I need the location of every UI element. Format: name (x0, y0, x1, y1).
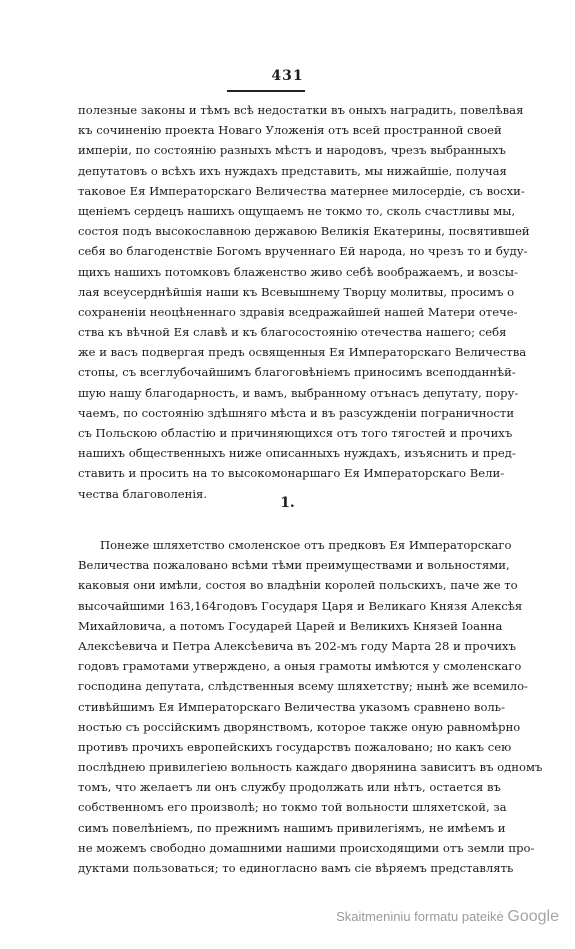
text-line: ства къ вѣчной Ея славѣ и къ благосостоянію отечества нашего; себя (78, 325, 507, 340)
text-line: Понеже шляхетство смоленское отъ предковъ Ея Императорскаго (100, 538, 512, 552)
google-logo-text: Google (507, 908, 559, 925)
text-line: стопы, съ всеглубочайшимъ благоговѣніемъ приносимъ всеподданнѣй- (78, 365, 516, 380)
text-line: состоя подъ высокославною державою Великія Екатерины, посвятившей (78, 224, 530, 239)
text-line: дуктами пользоваться; то единогласно вамъ сіе вѣряемъ представлять (78, 861, 514, 875)
text-line: томъ, что желаетъ ли онъ службу продолжать или нѣтъ, остается въ (78, 780, 501, 795)
text-line: лая всеусерднѣйшія наши къ Всевышнему Творцу молитвы, просимъ о (78, 284, 515, 299)
text-line: сохраненіи неоцѣненнаго здравія вседражайшей нашей Матери отече- (78, 304, 518, 319)
text-line: себя во благоденствіе Богомъ врученнаго Ей народа, но чрезъ то и буду- (78, 244, 528, 259)
text-line: Алексѣевича и Петра Алексѣевича въ 202-мъ году Марта 28 и прочихъ (78, 638, 516, 653)
text-line: имперіи, по состоянію разныхъ мѣстъ и народовъ, чрезъ выбранныхъ (78, 143, 506, 158)
paragraph-intro (78, 100, 530, 504)
section-number: 1. (280, 495, 295, 511)
text-line: къ сочиненію проекта Новаго Уложенія отъ всей пространной своей (78, 123, 502, 138)
page-number: 431 (271, 68, 304, 84)
text-line: чаемъ, по состоянію здѣшняго мѣста и въ разсужденіи пограничности (78, 405, 515, 420)
text-line: шую нашу благодарность, и вамъ, выбранному отънасъ депутату, пору- (78, 385, 519, 400)
text-line: депутатовъ о всѣхъ ихъ нуждахъ представить, мы нижайшіе, получая (78, 163, 507, 178)
text-line: стивѣйшимъ Ея Императорскаго Величества указомъ сравнено воль- (78, 699, 506, 714)
text-line: таковое Ея Императорскаго Величества матернее милосердіе, съ восхи- (78, 183, 525, 198)
text-line: послѣднею привилегіею вольность каждаго дворянина зависитъ въ одномъ (78, 760, 543, 775)
text-line: годовъ грамотами утверждено, а оныя грамоты имѣются у смоленскаго (78, 659, 522, 674)
text-line: господина депутата, слѣдственныя всему шляхетству; нынѣ же всемило- (78, 679, 528, 694)
paragraph-section-1 (78, 535, 543, 878)
text-line: ностью съ россійскимъ дворянствомъ, которое также оную равномѣрно (78, 719, 521, 734)
text-line: съ Польскою областію и причиняющихся отъ того тягостей и прочихъ (78, 426, 513, 440)
text-line: полезные законы и тѣмъ всѣ недостатки въ оныхъ наградить, повелѣвая (78, 103, 524, 117)
text-line: высочайшими 163,164годовъ Государя Царя и Великаго Князя Алексѣя (78, 598, 523, 613)
text-line: же и васъ подвергая предъ освященныя Ея Императорскаго Величества (78, 345, 527, 360)
watermark-text: Skaitmeniniu formatu pateikė (336, 909, 504, 924)
text-line: щихъ нашихъ потомковъ блаженство живо себѣ воображаемъ, и возсы- (78, 264, 518, 279)
text-line: противъ прочихъ европейскихъ государствъ пожаловано; но какъ сею (78, 739, 512, 754)
text-line: каковыя они имѣли, состоя во владѣніи королей польскихъ, паче же то (78, 578, 518, 593)
text-line: собственномъ его произволѣ; но токмо той вольности шляхетской, за (78, 800, 507, 815)
header-rule (227, 90, 305, 92)
text-line: не можемъ свободно домашними нашими происходящими отъ земли про- (78, 840, 535, 855)
text-line: Величества пожаловано всѣми тѣми преимуществами и вольностями, (78, 558, 510, 573)
text-line: ставить и просить на то высокомонаршаго Ея Императорскаго Вели- (78, 466, 505, 481)
text-line: нашихъ общественныхъ ниже описанныхъ нуждахъ, изъяснить и пред- (78, 446, 516, 461)
text-line: симъ повелѣніемъ, по прежнимъ нашимъ привилегіямъ, не имѣемъ и (78, 820, 506, 835)
text-line: щеніемъ сердецъ нашихъ ощущаемъ не токмо то, сколь счастливы мы, (78, 203, 516, 218)
text-line: чества благоволенія. (78, 486, 208, 501)
text-line: Михайловича, а потомъ Государей Царей и Великихъ Князей Іоанна (78, 618, 503, 633)
digitization-watermark (336, 908, 559, 926)
